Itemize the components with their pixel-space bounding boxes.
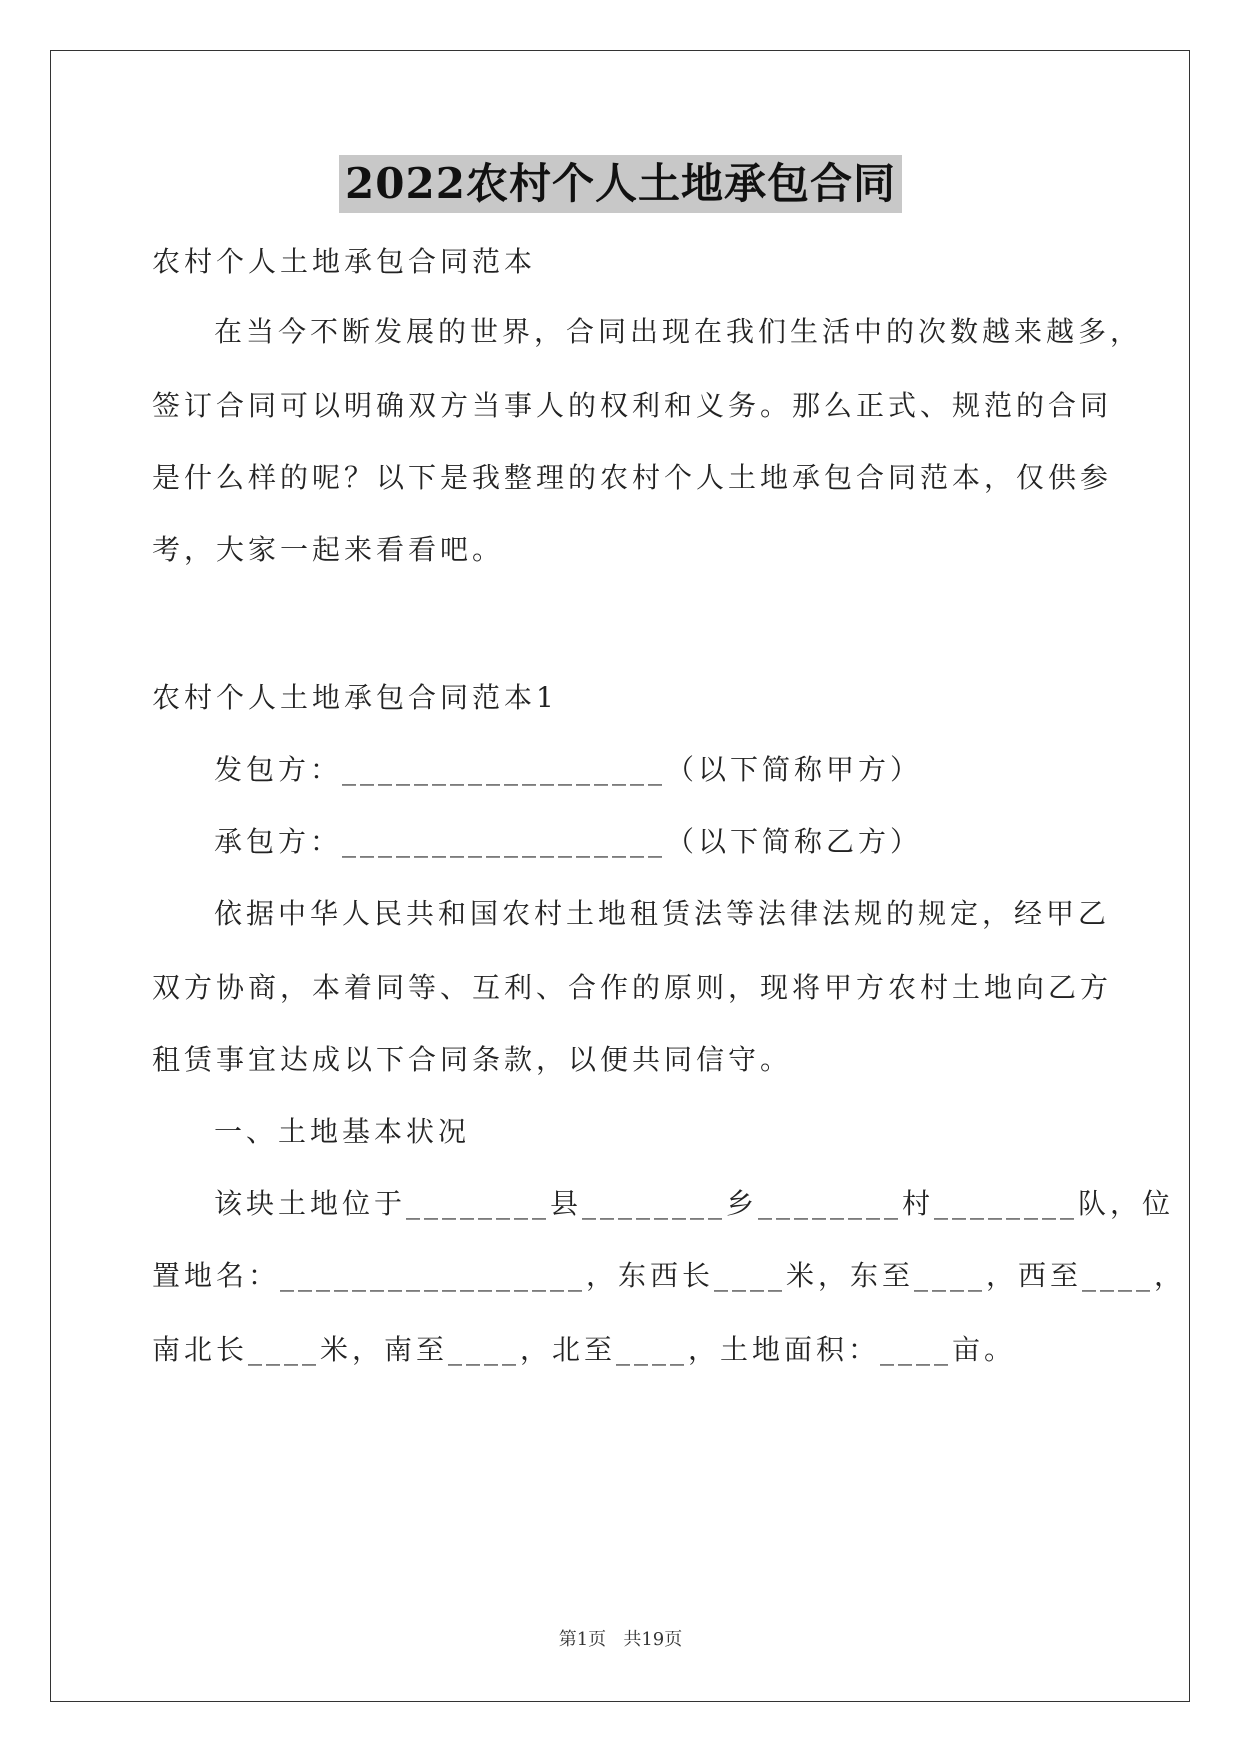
party-a-line: 发包方：__________________（以下简称甲方） (214, 753, 923, 786)
paragraph-line: 依据中华人民共和国农村土地租赁法等法律法规的规定，经甲乙 (214, 897, 1111, 930)
paragraph-line: 考，大家一起来看看吧。 (152, 533, 505, 566)
section-heading: 农村个人土地承包合同范本1 (152, 681, 558, 714)
subtitle-line: 农村个人土地承包合同范本 (152, 245, 537, 278)
paragraph-line: 双方协商，本着同等、互利、合作的原则，现将甲方农村土地向乙方 (152, 971, 1113, 1004)
page-border (50, 50, 1190, 1702)
land-area-line: 南北长____米，南至____，北至____，土地面积：____亩。 (152, 1333, 1017, 1366)
land-location-line: 该块土地位于________县________乡________村________队，位 (214, 1187, 1175, 1220)
party-b-line: 承包方：__________________（以下简称乙方） (214, 825, 923, 858)
page-footer: 第1页 共19页 (558, 1629, 683, 1650)
land-location-line: 置地名：_________________，东西长____米，东至____，西至____， (152, 1259, 1187, 1292)
paragraph-line: 签订合同可以明确双方当事人的权利和义务。那么正式、规范的合同 (152, 389, 1113, 422)
paragraph-line: 租赁事宜达成以下合同条款，以便共同信守。 (152, 1043, 793, 1076)
title-container (0, 155, 1241, 213)
paragraph-line: 在当今不断发展的世界，合同出现在我们生活中的次数越来越多， (214, 315, 1143, 348)
paragraph-line: 是什么样的呢？以下是我整理的农村个人土地承包合同范本，仅供参 (152, 461, 1113, 494)
document-title: 2022农村个人土地承包合同 (339, 155, 902, 213)
clause-heading: 一、土地基本状况 (214, 1115, 471, 1148)
